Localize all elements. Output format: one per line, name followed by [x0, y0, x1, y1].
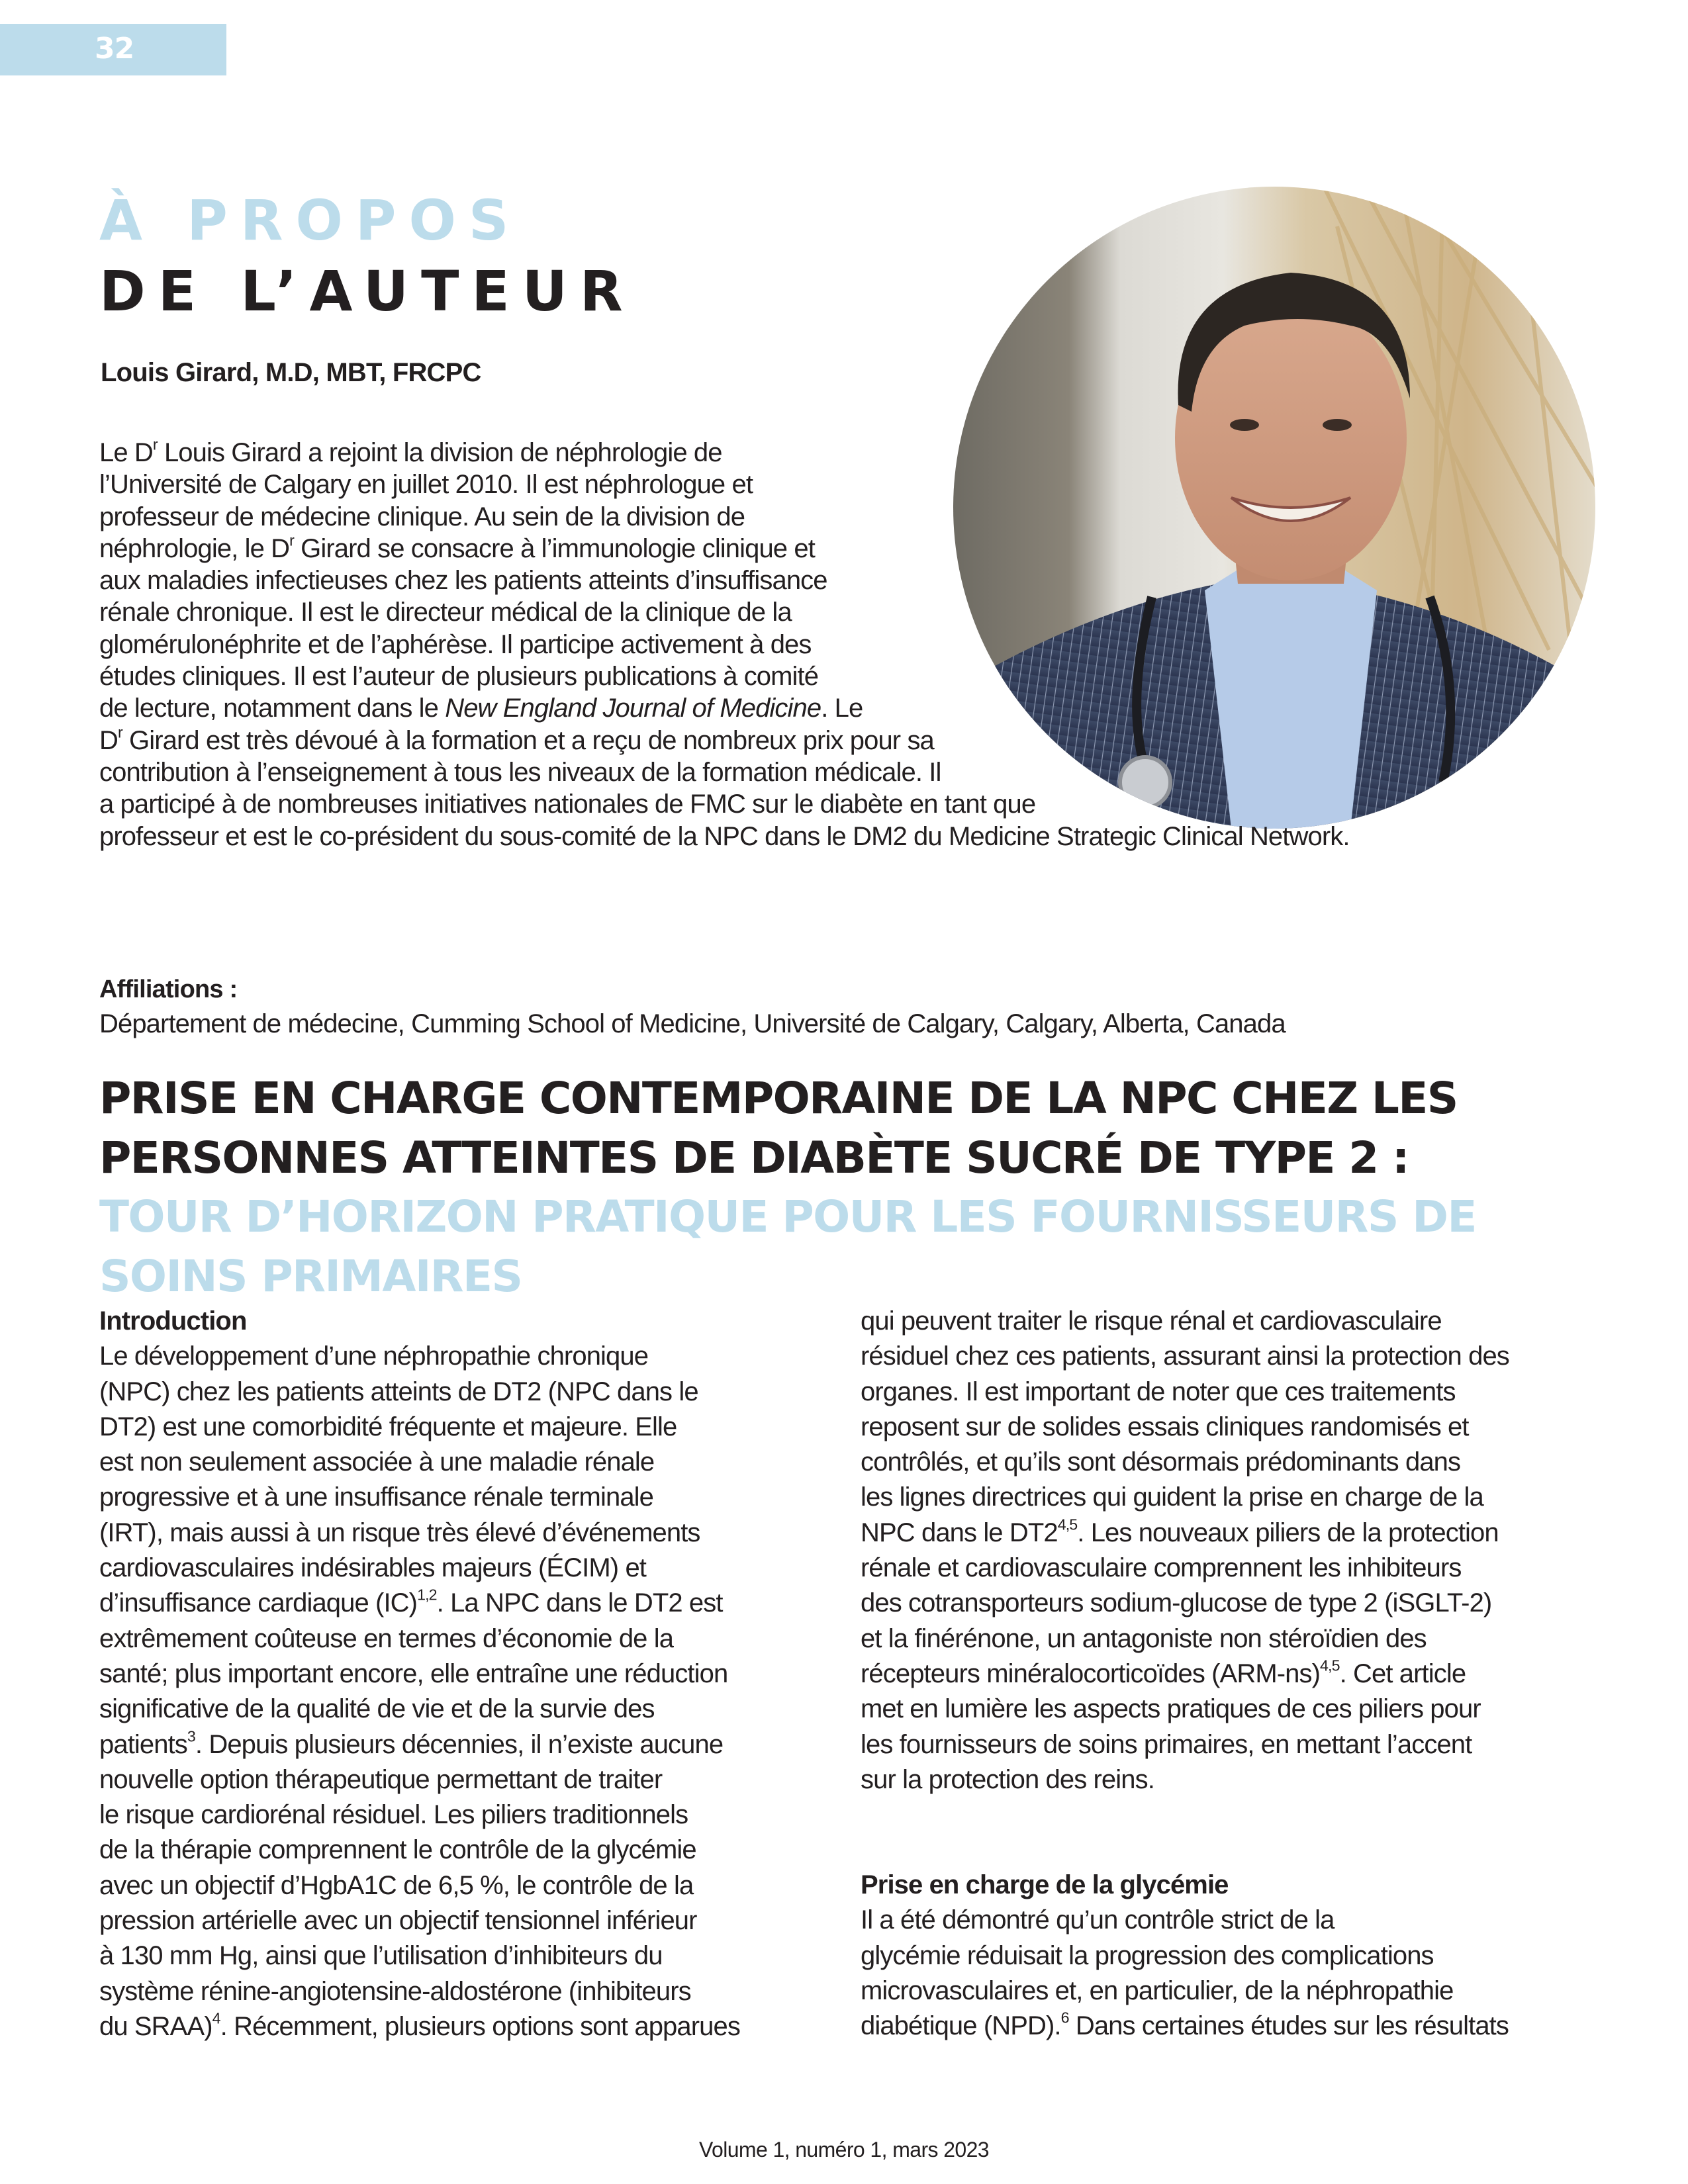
about-heading-line2: DE L’AUTEUR	[99, 259, 635, 324]
body-line: rénale et cardiovasculaire comprennent les inhibiteurs	[861, 1553, 1462, 1583]
body-line: DT2) est une comorbidité fréquente et majeure. Elle	[99, 1412, 677, 1441]
author-bio	[99, 437, 1582, 852]
bio-line: Le $D^r$ Louis Girard a rejoint la division de néphrologie de	[99, 435, 722, 467]
body-line: le risque cardiorénal résiduel. Les piliers traditionnels	[99, 1800, 688, 1830]
body-line: (NPC) chez les patients atteints de DT2 (NPC dans le	[99, 1377, 698, 1406]
body-line: santé; plus important encore, elle entraîne une réduction	[99, 1659, 728, 1688]
body-line: nouvelle option thérapeutique permettant de traiter	[99, 1764, 663, 1794]
bio-line: professeur et est le co-président du sous-comité de la NPC dans le DM2 du Medicine Strategic Clinical Network.	[99, 821, 1350, 851]
bio-line: glomérulonéphrite et de l’aphérèse. Il participe activement à des	[99, 629, 812, 659]
body-line: cardiovasculaires indésirables majeurs (ÉCIM) et	[99, 1553, 646, 1583]
citation: 4	[212, 2009, 220, 2027]
body-line: significative de la qualité de vie et de la survie des	[99, 1694, 655, 1724]
journal-title: New England Journal of Medicine	[445, 694, 821, 723]
citation: 1,2	[417, 1586, 437, 1604]
bio-line: professeur de médecine clinique. Au sein de la division de	[99, 502, 745, 531]
body-line: organes. Il est important de noter que ces traitements	[861, 1377, 1456, 1406]
body-line: sur la protection des reins.	[861, 1764, 1154, 1794]
affiliations-label: Affiliations :	[99, 976, 238, 1003]
body-line: récepteurs minéralocorticoïdes $(ARM-ns)^{4,5}$. Cet article	[861, 1657, 1466, 1688]
body-line: de la thérapie comprennent le contrôle de la glycémie	[99, 1835, 696, 1865]
bio-line: de lecture, notamment dans le New England Journal of Medicine. Le	[99, 694, 863, 723]
citation: 3	[187, 1727, 195, 1745]
body-line: Le développement d’une néphropathie chronique	[99, 1342, 649, 1371]
bio-line: $D^r$ Girard est très dévoué à la formation et a reçu de nombreux prix pour sa	[99, 723, 934, 755]
body-line: et la finérénone, un antagoniste non stéroïdien des	[861, 1623, 1427, 1653]
body-line: à 130 mm Hg, ainsi que l’utilisation d’inhibiteurs du	[99, 1941, 663, 1971]
bio-line: études cliniques. Il est l’auteur de plusieurs publications à comité	[99, 662, 819, 692]
body-line: microvasculaires et, en particulier, de la néphropathie	[861, 1976, 1454, 2006]
citation: 6	[1060, 2009, 1069, 2026]
left-column	[99, 1304, 841, 2044]
body-line: diabétique (NPD).$^6$ Dans certaines études sur les résultats	[861, 2009, 1509, 2041]
body-line: d’insuffisance cardiaque (IC)$^{1,2}$. La NPC dans le DT2 est	[99, 1586, 723, 1618]
body-line: glycémie réduisait la progression des complications	[861, 1940, 1434, 1970]
subtitle-line: SOINS PRIMAIRES	[99, 1250, 522, 1302]
body-line: progressive et à une insuffisance rénale terminale	[99, 1482, 653, 1512]
body-line: pression artérielle avec un objectif tensionnel inférieur	[99, 1906, 697, 1936]
bio-line: contribution à l’enseignement à tous les niveaux de la formation médicale. Il	[99, 757, 941, 787]
subtitle-line: TOUR D’HORIZON PRATIQUE POUR LES FOURNISSEURS DE	[99, 1191, 1476, 1242]
page-number: 32	[95, 32, 134, 66]
body-line: reposent sur de solides essais cliniques randomisés et	[861, 1412, 1469, 1441]
about-heading-line1: À PROPOS	[99, 188, 522, 253]
section-heading-glycemia: Prise en charge de la glycémie	[861, 1870, 1229, 1900]
body-line: est non seulement associée à une maladie rénale	[99, 1447, 655, 1477]
body-line: les lignes directrices qui guident la prise en charge de la	[861, 1482, 1483, 1512]
right-column	[861, 1304, 1602, 2044]
bio-line: rénale chronique. Il est le directeur médical de la clinique de la	[99, 598, 792, 627]
section-heading-introduction: Introduction	[99, 1306, 247, 1336]
bio-line: a participé à de nombreuses initiatives nationales de FMC sur le diabète en tant que	[99, 790, 1036, 819]
bio-line: l’Université de Calgary en juillet 2010. Il est néphrologue et	[99, 470, 753, 500]
body-line: Il a été démontré qu’un contrôle strict de la	[861, 1905, 1335, 1935]
body-line: patients$^3$. Depuis plusieurs décennies, il n’existe aucune	[99, 1727, 724, 1759]
title-line: PRISE EN CHARGE CONTEMPORAINE DE LA NPC CHEZ LES	[99, 1073, 1458, 1124]
body-line: (IRT), mais aussi à un risque très élevé d’événements	[99, 1518, 700, 1547]
body-line: qui peuvent traiter le risque rénal et cardiovasculaire	[861, 1306, 1442, 1336]
citation: 4,5	[1320, 1657, 1340, 1674]
issue-footer: Volume 1, numéro 1, mars 2023	[699, 2138, 989, 2161]
body-line: des cotransporteurs sodium-glucose de type 2 (iSGLT-2)	[861, 1588, 1492, 1618]
section-spacer	[861, 1797, 1602, 1868]
bio-line: néphrologie, le $D^r$ Girard se consacre à l’immunologie clinique et	[99, 531, 815, 563]
title-line: PERSONNES ATTEINTES DE DIABÈTE SUCRÉ DE TYPE 2 :	[99, 1132, 1409, 1183]
citation: 4,5	[1057, 1516, 1078, 1533]
author-name: Louis Girard, M.D, MBT, FRCPC	[101, 358, 481, 387]
body-line: du SRAA)$^4$. Récemment, plusieurs options sont apparues	[99, 2009, 740, 2041]
body-line: système rénine-angiotensine-aldostérone (inhibiteurs	[99, 1976, 691, 2006]
body-line: NPC dans le DT2$^{4,5}$. Les nouveaux piliers de la protection	[861, 1516, 1499, 1547]
body-line: met en lumière les aspects pratiques de ces piliers pour	[861, 1694, 1481, 1724]
article-title	[99, 1069, 1622, 1306]
bio-line: aux maladies infectieuses chez les patients atteints d’insuffisance	[99, 566, 827, 596]
body-line: extrêmement coûteuse en termes d’économie de la	[99, 1623, 674, 1653]
affiliations-text: Département de médecine, Cumming School of Medicine, Université de Calgary, Calgary, Alberta, Canada	[99, 1009, 1286, 1038]
body-line: contrôlés, et qu’ils sont désormais prédominants dans	[861, 1447, 1461, 1477]
body-line: les fournisseurs de soins primaires, en mettant l’accent	[861, 1729, 1472, 1759]
body-line: résiduel chez ces patients, assurant ainsi la protection des	[861, 1342, 1509, 1371]
body-line: avec un objectif d’HgbA1C de 6,5 %, le contrôle de la	[99, 1870, 694, 1900]
